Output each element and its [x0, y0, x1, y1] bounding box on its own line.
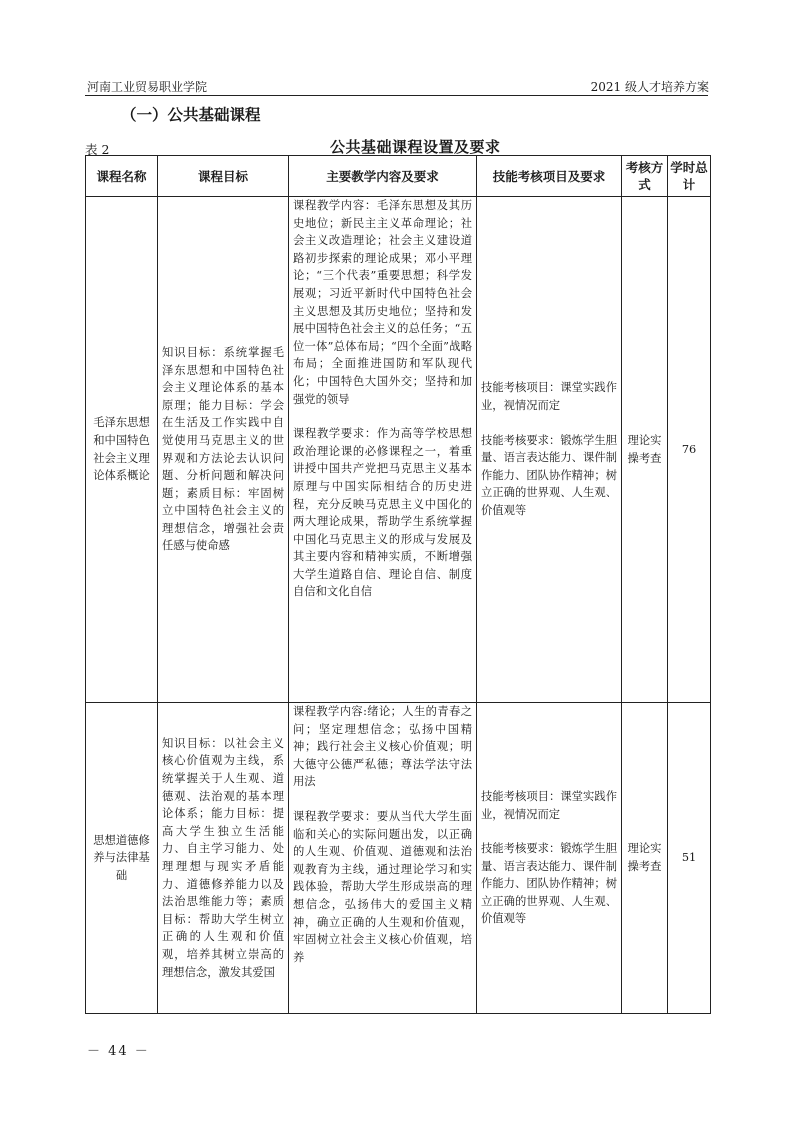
- skill-requirement: 技能考核要求：锻炼学生胆量、语言表达能力、课件制作能力、团队协作精神；树立正确的世界观、人生观、价值观等: [481, 842, 617, 926]
- page-number: － 44 －: [87, 1044, 150, 1059]
- content-main: 课程教学内容:绪论；人生的青春之问；坚定理想信念；弘扬中国精神；践行社会主义核心价值观；明大德守公德严私德；尊法学法守法用法: [293, 705, 472, 789]
- assessment-mode: 理论实操考查: [622, 197, 668, 703]
- table-label: 表 2: [85, 142, 110, 157]
- header-document-title: 2021 级人才培养方案: [590, 80, 709, 94]
- assessment-mode: 理论实操考查: [622, 703, 668, 1014]
- course-name: 思想道德修养与法律基础: [86, 703, 158, 1014]
- table-header-row: [86, 156, 711, 197]
- skill-assessment: [477, 197, 622, 703]
- skill-assessment: [477, 703, 622, 1014]
- col-header-mode: 考核方式: [622, 156, 668, 197]
- course-goal: 知识目标：以社会主义核心价值观为主线，系统掌握关于人生观、道德观、法治观的基本理论体系；能力目标：提高大学生独立生活能力、自主学习能力、处理理想与现实矛盾能力、道德修养能力以及法治思维能力等；素质目标：帮助大学生树立正确的人生观和价值观，培养其树立崇高的理想信念，激发其爱国: [158, 703, 289, 1014]
- course-table: [85, 155, 711, 1014]
- skill-item: 技能考核项目：课堂实践作业，视情况而定: [481, 789, 617, 821]
- col-header-skill: 技能考核项目及要求: [477, 156, 622, 197]
- content-requirement: 课程教学要求：作为高等学校思想政治理论课的必修课程之一，着重讲授中国共产党把马克思主义基本原理与中国实际相结合的历史进程，充分反映马克思主义中国化的两大理论成果，帮助学生系统掌握中国化马克思主义的形成与发展及其主要内容和精神实质，不断增强大学生道路自信、理论自信、制度自信和文化自信: [293, 427, 472, 599]
- course-content: [289, 703, 477, 1014]
- skill-item: 技能考核项目：课堂实践作业，视情况而定: [481, 381, 617, 413]
- table-caption: 公共基础课程设置及要求: [330, 138, 501, 156]
- skill-requirement: 技能考核要求：锻炼学生胆量、语言表达能力、课件制作能力、团队协作精神；树立正确的世界观、人生观、价值观等: [481, 433, 617, 517]
- header-rule: [85, 95, 708, 96]
- content-main: 课程教学内容：毛泽东思想及其历史地位；新民主主义革命理论；社会主义改造理论；社会主义建设道路初步探索的理论成果；邓小平理论；“三个代表”重要思想；科学发展观；习近平新时代中国特色社会主义思想及其历史地位；坚持和发展中国特色社会主义的总任务；“五位一体”总体布局；“四个全面”战略布局；全面推进国防和军队现代化；中国特色大国外交；坚持和加强党的领导: [293, 199, 472, 406]
- course-goal: 知识目标：系统掌握毛泽东思想和中国特色社会主义理论体系的基本原理；能力目标：学会在生活及工作实践中自觉使用马克思主义的世界观和方法论去认识问题、分析问题和解决问题；素质目标：牢固树立中国特色社会主义的理想信念，增强社会责任感与使命感: [158, 197, 289, 703]
- content-requirement: 课程教学要求：要从当代大学生面临和关心的实际问题出发，以正确的人生观、价值观、道德观和法治观教育为主线，通过理论学习和实践体验，帮助大学生形成崇高的理想信念，弘扬伟大的爱国主义精神，确立正确的人生观和价值观，牢固树立社会主义核心价值观，培养: [293, 809, 472, 964]
- course-name: 毛泽东思想和中国特色社会主义理论体系概论: [86, 197, 158, 703]
- header-school-name: 河南工业贸易职业学院: [87, 80, 208, 94]
- col-header-name: 课程名称: [86, 156, 158, 197]
- total-hours: 51: [668, 703, 711, 1014]
- col-header-hours: 学时总计: [668, 156, 711, 197]
- section-title: （一）公共基础课程: [121, 105, 261, 124]
- course-content: [289, 197, 477, 703]
- total-hours: 76: [668, 197, 711, 703]
- col-header-goal: 课程目标: [158, 156, 289, 197]
- table-row: [86, 703, 711, 1014]
- col-header-content: 主要教学内容及要求: [289, 156, 477, 197]
- table-row: [86, 197, 711, 703]
